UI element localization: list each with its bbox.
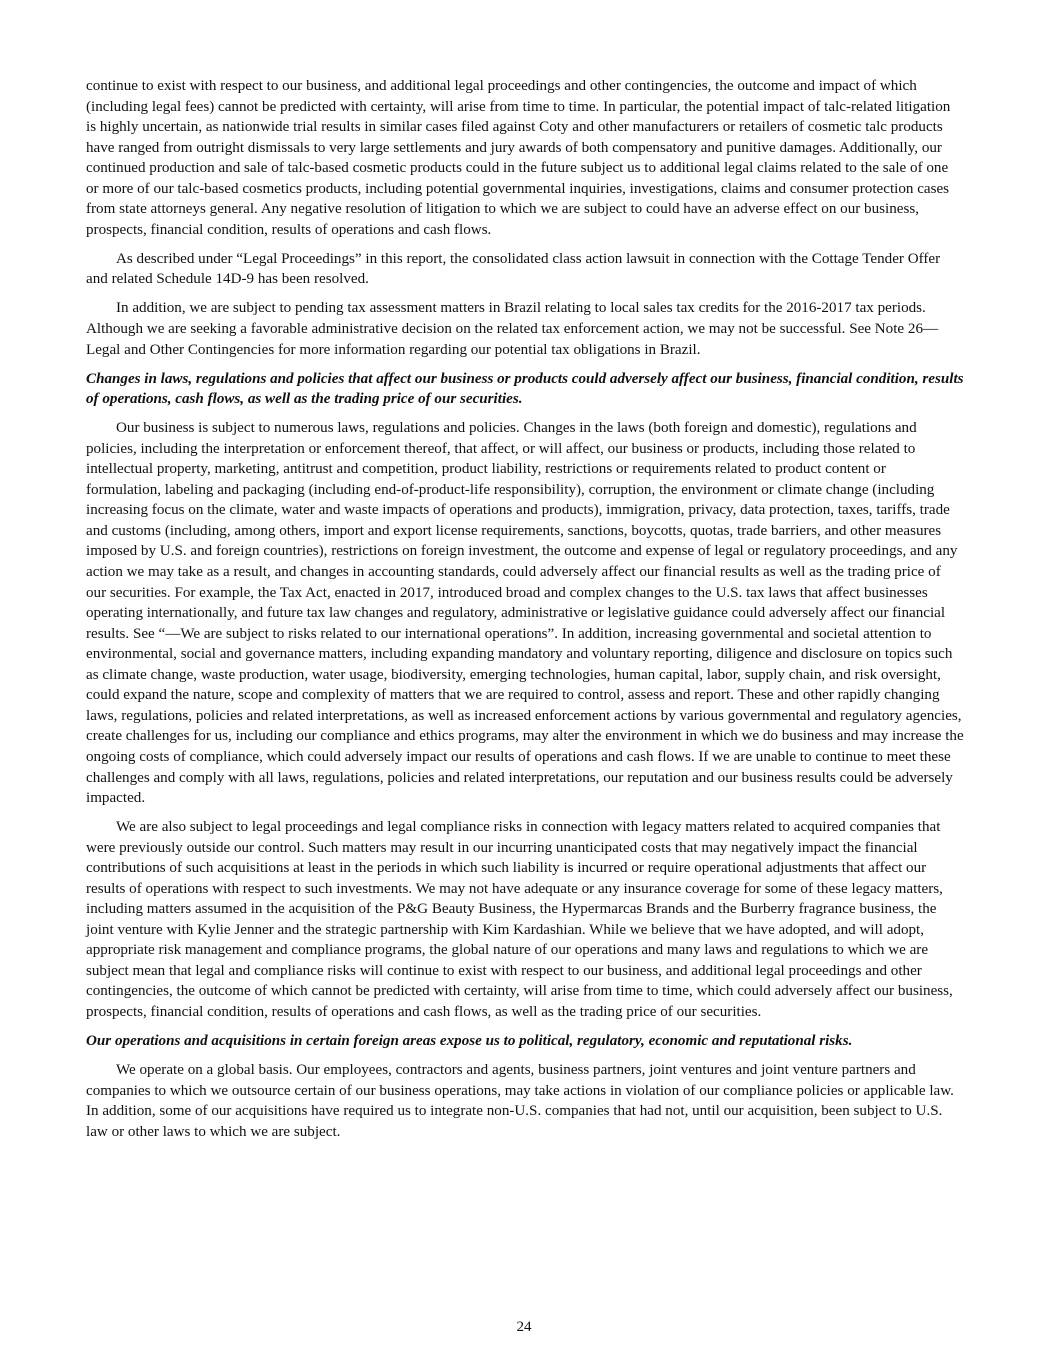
page-number: 24 [516,1319,532,1335]
heading-changes-in-laws: Changes in laws, regulations and policies that affect our business or products could adversely affect our business, financial condition, results of operations, cash flows, as well as the trading price of our securities. [86,370,964,408]
paragraph-legal-proceedings: As described under “Legal Proceedings” in this report, the consolidated class action lawsuit in connection with the Cottage Tender Offer and related Schedule 14D-9 has been resolved. [86,250,941,288]
paragraph-laws-regulations: Our business is subject to numerous laws, regulations and policies. Changes in the laws (both foreign and domestic), regulations and policies, including the interpretation or enforcement thereof, that affect, or will affect, our business or products, including those related to intellectual property, marketing, antitrust and competition, product liability, restrictions or requirements related to product content or formulation, labeling and packaging (including end-of-product-life responsibility), corruption, the environment or climate change (including increasing focus on the climate, water and waste impacts of operations and products), immigration, privacy, data protection, taxes, tariffs, trade and customs (including, among others, import and export license requirements, sanctions, boycotts, quotas, trade barriers, and other measures imposed by U.S. and foreign countries), restrictions on foreign investment, the outcome and expense of legal or regulatory proceedings, and any action we may take as a result, and changes in accounting standards, could adversely affect our financial results as well as the trading price of our securities. For example, the Tax Act, enacted in 2017, introduced broad and complex changes to the U.S. tax laws that affect businesses operating internationally, and future tax law changes and regulatory, administrative or legislative guidance could adversely affect our financial results. See “—We are subject to risks related to our international operations”. In addition, increasing governmental and societal attention to environmental, social and governance matters, including expanding mandatory and voluntary reporting, diligence and disclosure on topics such as climate change, waste production, water usage, biodiversity, emerging technologies, human capital, labor, supply chain, and risk oversight, could expand the nature, scope and complexity of matters that we are required to control, assess and report. These and other rapidly changing laws, regulations, policies and related interpretations, as well as increased enforcement actions by various governmental and regulatory agencies, create challenges for us, including our compliance and ethics programs, may alter the environment in which we do business and may increase the ongoing costs of compliance, which could adversely impact our results of operations and cash flows. If we are unable to continue to meet these challenges and comply with all laws, regulations, policies and related interpretations, our reputation and our business results could be adversely impacted. [86,420,964,807]
document-body [86,76,964,1151]
paragraph-brazil-tax: In addition, we are subject to pending tax assessment matters in Brazil relating to local sales tax credits for the 2016-2017 tax periods. Although we are seeking a favorable administrative decision on the related tax enforcement action, we may not be successful. See Note 26— Legal and Other Contingencies for more information regarding our potential tax obligations in Brazil. [86,300,939,358]
paragraph-legacy-matters: We are also subject to legal proceedings and legal compliance risks in connection with legacy matters related to acquired companies that were previously outside our control. Such matters may result in our incurring unanticipated costs that may negatively impact the financial contributions of such acquisitions at least in the periods in which such liability is incurred or require operational adjustments that affect our results of operations with respect to such investments. We may not have adequate or any insurance coverage for some of these legacy matters, including matters assumed in the acquisition of the P&G Beauty Business, the Hypermarcas Brands and the Burberry fragrance business, the joint venture with Kylie Jenner and the strategic partnership with Kim Kardashian. While we believe that we have adopted, and will adopt, appropriate risk management and compliance programs, the global nature of our operations and many laws and regulations to which we are subject mean that legal and compliance risks will continue to exist with respect to our business, and additional legal proceedings and other contingencies, the outcome of which cannot be predicted with certainty, will arise from time to time, which could adversely affect our business, prospects, financial condition, results of operations and cash flows, as well as the trading price of our securities. [86,819,953,1021]
paragraph-global-operations: We operate on a global basis. Our employees, contractors and agents, business partners, joint ventures and joint venture partners and companies to which we outsource certain of our business operations, may take actions in violation of our compliance policies or applicable law. In addition, some of our acquisitions have required us to integrate non-U.S. companies that had not, until our acquisition, been subject to U.S. law or other laws to which we are subject. [86,1062,954,1140]
paragraph-talc-litigation: continue to exist with respect to our business, and additional legal proceedings and other contingencies, the outcome and impact of which (including legal fees) cannot be predicted with certainty, will arise from time to time. In particular, the potential impact of talc-related litigation is highly uncertain, as nationwide trial results in similar cases filed against Coty and other manufacturers or retailers of cosmetic talc products have ranged from outright dismissals to very large settlements and jury awards of both compensatory and punitive damages. Additionally, our continued production and sale of talc-based cosmetic products could in the future subject us to additional legal claims related to the sale of one or more of our talc-based cosmetics products, including potential governmental inquiries, investigations, claims and consumer protection cases from state attorneys general. Any negative resolution of litigation to which we are subject to could have an adverse effect on our business, prospects, financial condition, results of operations and cash flows. [86,78,951,238]
heading-foreign-operations: Our operations and acquisitions in certain foreign areas expose us to political, regulatory, economic and reputational risks. [86,1033,853,1050]
